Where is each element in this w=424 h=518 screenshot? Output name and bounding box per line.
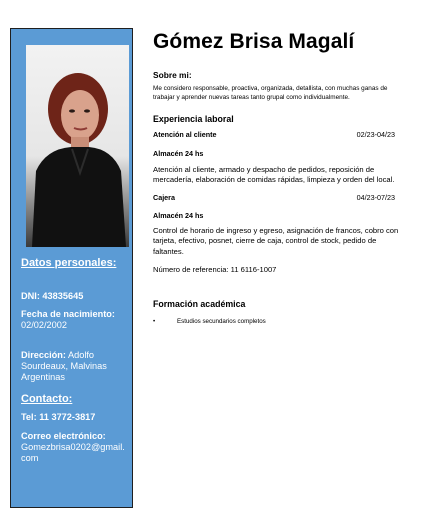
fecha-nacimiento-value: 02/02/2002 xyxy=(21,320,67,330)
job1-title: Atención al cliente xyxy=(153,130,217,139)
list-item xyxy=(153,318,403,325)
profile-photo xyxy=(26,45,129,247)
sobre-mi-text: Me considero responsable, proactiva, organizada, detallista, con muchas ganas de trabajar y aprender nuevas tareas tanto grupal como individualmente. xyxy=(153,85,388,101)
job2-dates: 04/23-07/23 xyxy=(356,193,395,202)
direccion-value: Adolfo Sourdeaux, Malvinas Argentinas xyxy=(21,350,107,382)
job1-description: Atención al cliente, armado y despacho de pedidos, reposición de mercadería, elaboración de comidas rápidas, limpieza y orden del local. xyxy=(153,165,395,185)
job1-dates: 02/23-04/23 xyxy=(356,130,395,139)
contacto-heading: Contacto: xyxy=(21,393,73,405)
formacion-item: Estudios secundarios completos xyxy=(177,318,266,325)
dni-text: DNI: 43835645 xyxy=(21,291,84,301)
correo-label: Correo electrónico: xyxy=(21,431,106,441)
page-title: Gómez Brisa Magalí xyxy=(153,30,355,53)
job2-place: Almacén 24 hs xyxy=(153,211,204,220)
bullet-icon: • xyxy=(153,318,156,325)
job2-description: Control de horario de ingreso y egreso, asignación de francos, cobro con tarjeta, efectivo, posnet, cierre de caja, control de stock, pedido de faltantes. xyxy=(153,226,399,256)
fecha-nacimiento-label: Fecha de nacimiento: xyxy=(21,309,115,319)
sobre-mi-heading: Sobre mi: xyxy=(153,70,192,80)
profile-photo-image xyxy=(26,45,129,247)
referencia-text: Número de referencia: 11 6116-1007 xyxy=(153,265,277,274)
job2-title: Cajera xyxy=(153,193,175,202)
experiencia-heading: Experiencia laboral xyxy=(153,114,234,124)
datos-personales-heading: Datos personales: xyxy=(21,257,117,269)
direccion-label: Dirección: xyxy=(21,350,66,360)
sidebar xyxy=(10,28,133,508)
job1-place: Almacén 24 hs xyxy=(153,149,204,158)
formacion-heading: Formación académica xyxy=(153,299,246,309)
telefono-text: Tel: 11 3772-3817 xyxy=(21,412,96,422)
correo-value: Gomezbrisa0202@gmail.com xyxy=(21,442,125,463)
